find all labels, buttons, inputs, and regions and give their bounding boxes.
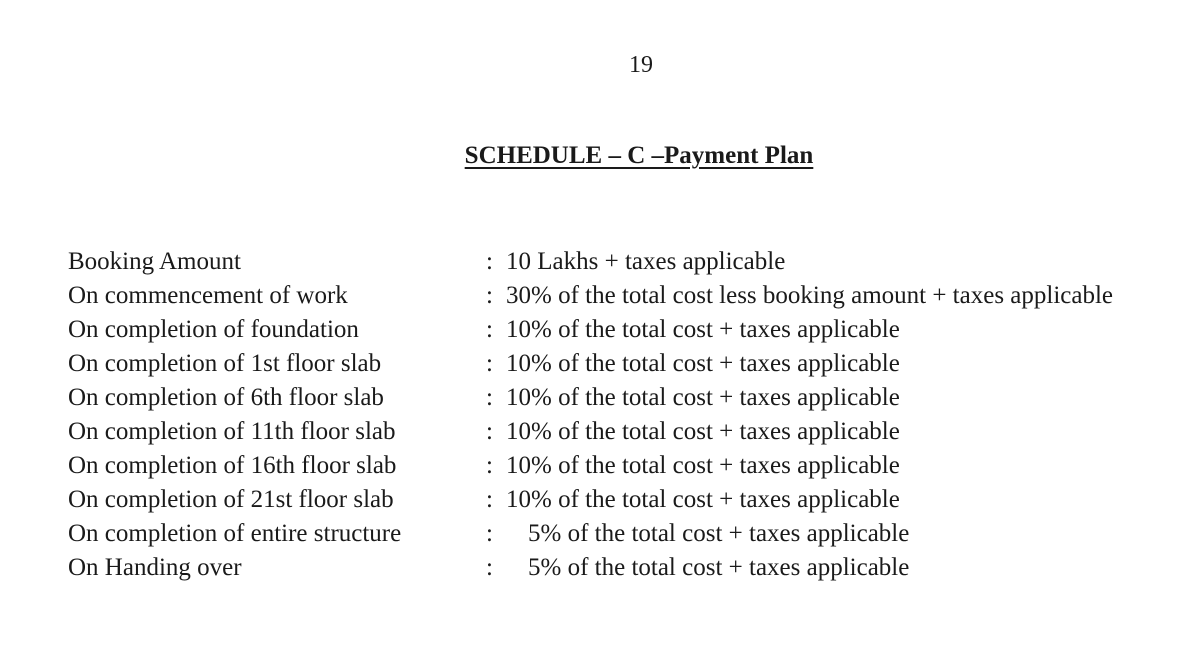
- schedule-value: 10% of the total cost + taxes applicable: [506, 316, 900, 343]
- schedule-value: 10% of the total cost + taxes applicable: [506, 418, 900, 445]
- schedule-separator: :: [486, 452, 493, 479]
- payment-schedule: [68, 245, 1178, 585]
- schedule-label: On completion of 11th floor slab: [68, 418, 396, 445]
- schedule-label: On completion of 21st floor slab: [68, 486, 394, 513]
- schedule-row: [68, 347, 1178, 381]
- schedule-separator: :: [486, 520, 493, 547]
- schedule-separator: :: [486, 554, 493, 581]
- schedule-label: On completion of 16th floor slab: [68, 452, 397, 479]
- schedule-value: 30% of the total cost less booking amount + taxes applicable: [506, 282, 1114, 309]
- schedule-separator: :: [486, 486, 493, 513]
- schedule-separator: :: [486, 384, 493, 411]
- schedule-label: Booking Amount: [68, 248, 241, 275]
- schedule-row: [68, 449, 1178, 483]
- page-title: SCHEDULE – C –Payment Plan: [464, 142, 814, 169]
- schedule-value: 10% of the total cost + taxes applicable: [506, 350, 900, 377]
- schedule-row: [68, 517, 1178, 551]
- schedule-label: On completion of foundation: [68, 316, 359, 343]
- schedule-row: [68, 279, 1178, 313]
- schedule-label: On Handing over: [68, 554, 242, 581]
- schedule-separator: :: [486, 316, 493, 343]
- page-number: 19: [629, 52, 653, 78]
- schedule-label: On completion of 6th floor slab: [68, 384, 384, 411]
- schedule-separator: :: [486, 418, 493, 445]
- schedule-separator: :: [486, 248, 493, 275]
- schedule-value: 10% of the total cost + taxes applicable: [506, 452, 900, 479]
- schedule-value: 5% of the total cost + taxes applicable: [528, 554, 910, 581]
- schedule-label: On commencement of work: [68, 282, 348, 309]
- schedule-row: [68, 415, 1178, 449]
- schedule-value: 5% of the total cost + taxes applicable: [528, 520, 910, 547]
- schedule-row: [68, 245, 1178, 279]
- schedule-value: 10 Lakhs + taxes applicable: [506, 248, 786, 275]
- schedule-separator: :: [486, 282, 493, 309]
- schedule-row: [68, 313, 1178, 347]
- schedule-row: [68, 551, 1178, 585]
- schedule-label: On completion of entire structure: [68, 520, 402, 547]
- schedule-value: 10% of the total cost + taxes applicable: [506, 384, 900, 411]
- schedule-separator: :: [486, 350, 493, 377]
- schedule-row: [68, 483, 1178, 517]
- schedule-row: [68, 381, 1178, 415]
- schedule-value: 10% of the total cost + taxes applicable: [506, 486, 900, 513]
- schedule-label: On completion of 1st floor slab: [68, 350, 382, 377]
